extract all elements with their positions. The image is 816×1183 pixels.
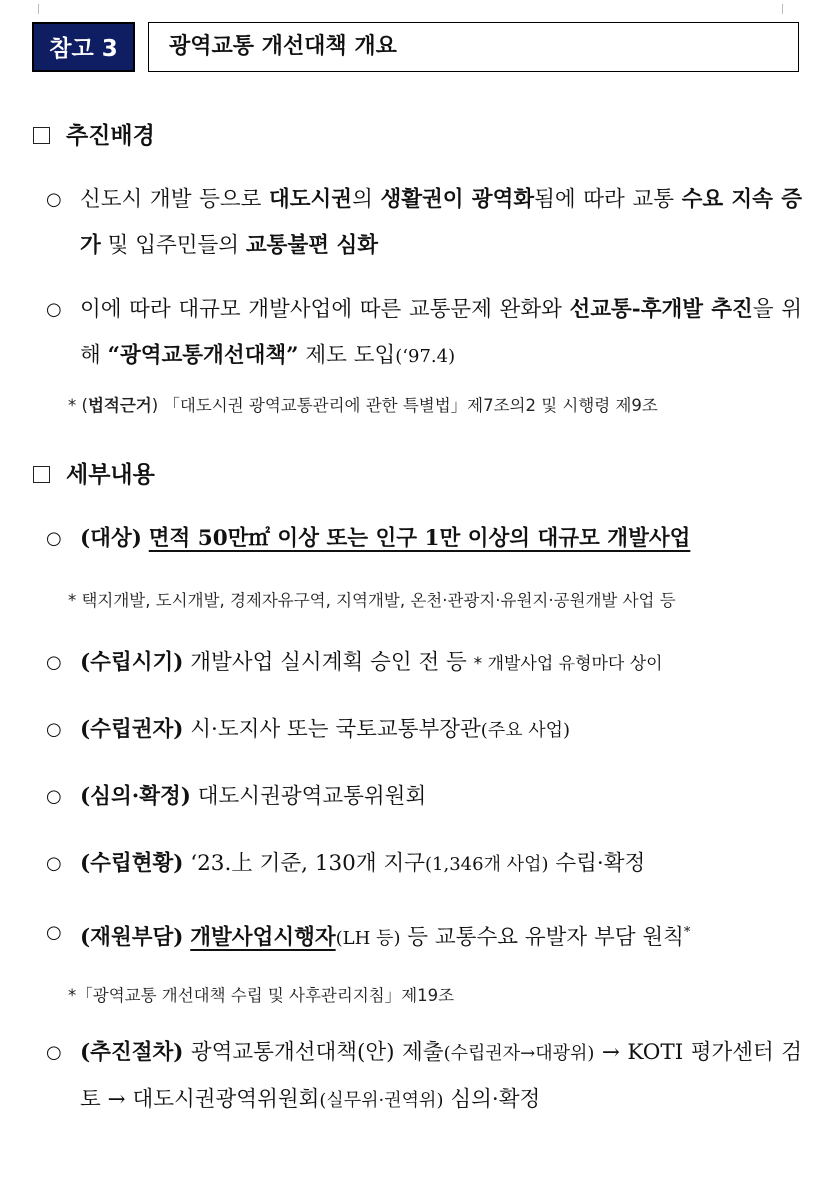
list-item	[46, 177, 802, 269]
circle-bullet-icon: ○	[46, 786, 62, 807]
funding-note: *「광역교통 개선대책 수립 및 사후관리지침」제19조	[68, 986, 455, 1005]
circle-bullet-icon: ○	[46, 189, 62, 210]
item-text: (수립시기) 개발사업 실시계획 승인 전 등 * 개발사업 유형마다 상이	[80, 650, 663, 675]
item-text: (수립권자) 시·도지사 또는 국토교통부장관(주요 사업)	[80, 717, 571, 742]
list-item	[46, 287, 802, 380]
item-text: 신도시 개발 등으로 대도시권의 생활권이 광역화됨에 따라 교통 수요 지속 증가 및 입주민들의 교통불편 심화	[80, 187, 802, 258]
list-item	[46, 774, 802, 820]
circle-bullet-icon: ○	[46, 528, 62, 549]
item-text: (추진절차) 광역교통개선대책(안) 제출(수립권자→대광위) → KOTI 평가센터 검토 → 대도시권광역위원회(실무위·권역위) 심의·확정	[80, 1040, 802, 1112]
item-text: (대상) 면적 50만㎡ 이상 또는 인구 1만 이상의 대규모 개발사업	[80, 526, 691, 551]
item-text: (수립현황) ‘23.上 기준, 130개 지구(1,346개 사업) 수립·확정	[80, 851, 646, 876]
list-item	[46, 707, 802, 754]
list-item	[46, 640, 802, 687]
circle-bullet-icon: ○	[46, 853, 62, 874]
document-title: 광역교통 개선대책 개요	[148, 22, 799, 72]
circle-bullet-icon: ○	[46, 1042, 62, 1063]
item-text: (재원부담) 개발사업시행자(LH 등) 등 교통수요 유발자 부담 원칙*	[80, 925, 691, 951]
legal-basis-note: * (법적근거) 「대도시권 광역교통관리에 관한 특별법」제7조의2 및 시행령 제9조	[68, 396, 658, 415]
target-note: * 택지개발, 도시개발, 경제자유구역, 지역개발, 온천·관광지·유원지·공원개발 사업 등	[68, 591, 676, 610]
section-heading-background: 추진배경	[33, 117, 155, 150]
circle-bullet-icon: ○	[46, 652, 62, 673]
document-header	[32, 22, 799, 72]
item-text: 이에 따라 대규모 개발사업에 따른 교통문제 완화와 선교통-후개발 추진을 위해 “광역교통개선대책” 제도 도입(‘97.4)	[80, 297, 803, 368]
reference-badge: 참고 3	[32, 22, 135, 72]
list-item	[46, 841, 802, 888]
circle-bullet-icon: ○	[46, 719, 62, 740]
list-item	[46, 910, 802, 962]
circle-bullet-icon: ○	[46, 299, 62, 320]
square-bullet-icon	[33, 127, 50, 144]
square-bullet-icon	[33, 466, 50, 483]
list-item	[46, 516, 802, 562]
page-corner-mark	[30, 4, 39, 14]
page-corner-mark	[782, 4, 791, 14]
list-item	[46, 1030, 802, 1124]
section-heading-details: 세부내용	[33, 456, 155, 489]
circle-bullet-icon: ○	[46, 922, 62, 943]
item-text: (심의·확정) 대도시권광역교통위원회	[80, 784, 427, 809]
